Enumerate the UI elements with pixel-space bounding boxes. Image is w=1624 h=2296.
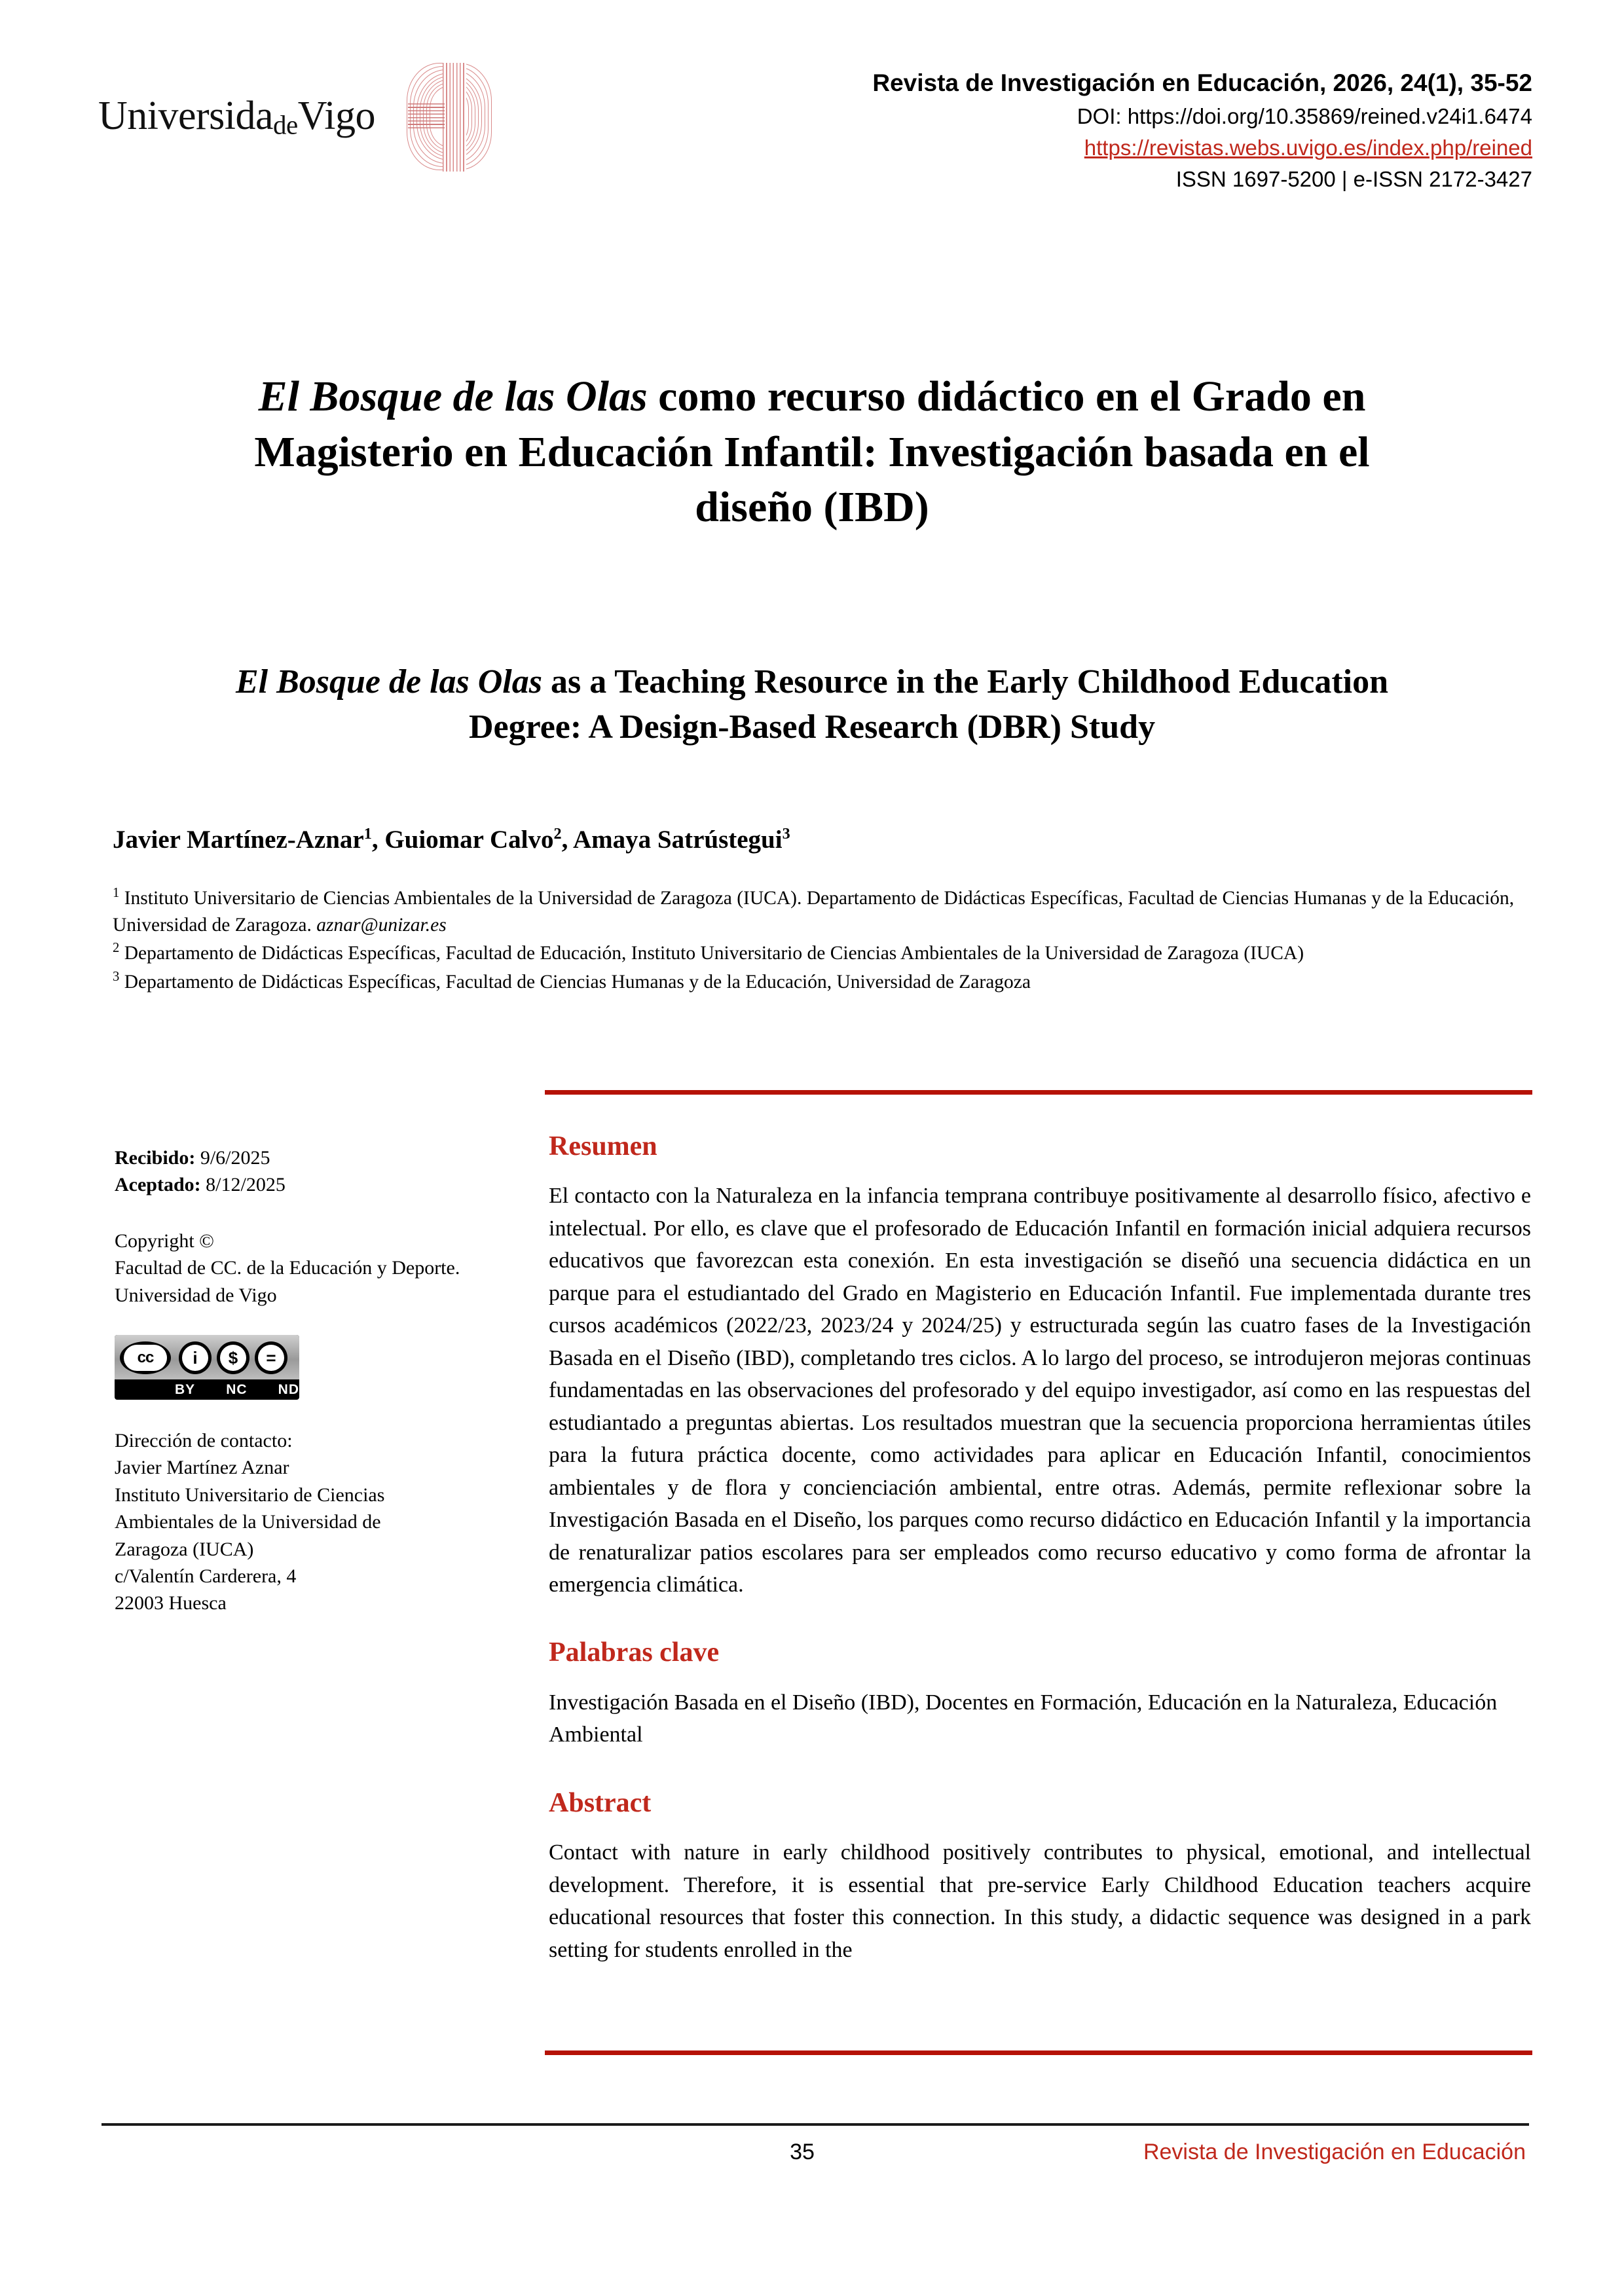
cc-label-by: BY [175,1381,196,1397]
abstract-top-rule [545,1090,1532,1095]
copyright-block [115,1228,501,1309]
journal-issn: ISSN 1697-5200 | e-ISSN 2172-3427 [1175,167,1532,192]
contact-label: Dirección de contacto: [115,1429,293,1451]
journal-citation: Revista de Investigación en Educación, 2026, 24(1), 35-52 [872,69,1532,96]
author-affiliation-marker-3: 3 [782,825,790,843]
keywords-spanish-body: Investigación Basada en el Diseño (IBD), Docentes en Formación, Educación en la Naturaleza, Educación Ambiental [549,1690,1498,1747]
affiliation-marker: 2 [113,941,120,956]
page-title-spanish [196,369,1428,535]
journal-url-link[interactable]: https://revistas.webs.uvigo.es/index.php/reined [1084,136,1532,160]
sidebar-metadata [115,1144,501,1617]
affiliation-marker: 1 [113,886,120,900]
contact-line-4: Zaragoza (IUCA) [115,1538,254,1560]
cc-nd-glyph: = [258,1345,284,1371]
journal-doi: DOI: https://doi.org/10.35869/reined.v24i1.6474 [1077,104,1532,129]
copyright-line-3: Universidad de Vigo [115,1284,277,1306]
section-heading-palabras-clave: Palabras clave [549,1637,720,1668]
cc-logo-text: cc [124,1345,167,1371]
affiliation-item [113,968,1537,996]
section-heading-resumen: Resumen [549,1131,657,1161]
received-label: Recibido: [115,1147,196,1169]
author-affiliation-marker-1: 1 [363,825,372,843]
cc-label-nc: NC [226,1381,248,1397]
cc-badge-labels [175,1381,299,1400]
publication-dates [115,1144,501,1199]
cc-nc-glyph: $ [220,1345,246,1371]
affiliation-item [113,939,1537,967]
cc-by-glyph: i [182,1345,208,1371]
footer-rule [101,2123,1529,2126]
accepted-date-row [115,1171,501,1198]
contact-line-3: Ambientales de la Universidad de [115,1511,381,1533]
accepted-value: 8/12/2025 [200,1174,286,1196]
logo-text-part2: Vigo [297,94,376,139]
author-affiliation-marker-2: 2 [553,825,562,843]
title-english-italic-part: El Bosque de las Olas [235,663,542,701]
copyright-line-1: Copyright © [115,1230,214,1252]
title-spanish-italic-part: El Bosque de las Olas [258,373,648,421]
brand-block [98,46,501,172]
copyright-line-2: Facultad de CC. de la Educación y Deporte. [115,1257,460,1279]
cc-nd-icon [255,1341,287,1374]
affiliation-text: Instituto Universitario de Ciencias Ambientales de la Universidad de Zaragoza (IUCA). Departamento de Didácticas Específicas, Facultad de Ciencias Humanas y de la Educación, Universidad de Zaragoza. [113,887,1515,936]
journal-ed-logo-icon [407,63,501,172]
cc-nc-icon [217,1341,249,1374]
contact-line-6: 22003 Huesca [115,1592,227,1614]
author-name-2: Guiomar Calvo [384,826,554,854]
accepted-label: Aceptado: [115,1174,201,1196]
contact-line-1: Javier Martínez Aznar [115,1457,289,1479]
cc-logo-icon [120,1341,171,1374]
affiliation-email: aznar@unizar.es [316,915,447,936]
received-date-row [115,1144,501,1171]
page-number: 35 [790,2140,815,2164]
universidade-vigo-logo [98,96,375,138]
affiliation-text: Departamento de Didácticas Específicas, Facultad de Ciencias Humanas y de la Educación, Universidad de Zaragoza [124,971,1031,993]
abstract-bottom-rule [545,2050,1532,2055]
affiliation-list [113,884,1537,996]
ed-logo-center-bars [443,63,466,172]
ed-logo-crossbar [408,103,445,130]
abstract-spanish-body: El contacto con la Naturaleza en la infancia temprana contribuye positivamente al desarrollo físico, afectivo e intelectual. Por ello, es clave que el profesorado de Educación Infantil en formación inicial adquiera recursos educativos que favorezcan esta conexión. En esta investigación se diseñó una secuencia didáctica en un parque para el estudiantado del Grado en Magisterio en Educación Infantil. Fue implementada durante tres cursos académicos (2022/23, 2023/24 y 2024/25) y estructurada según las cuatro fases de la Investigación Basada en el Diseño (IBD), completando tres ciclos. A lo largo del proceso, se introdujeron mejoras continuas fundamentadas en las observaciones del profesorado y del equipo investigador, así como en las respuestas del estudiantado a preguntas abiertas. Los resultados muestran que la secuencia proporciona herramientas útiles para la futura práctica docente, como actividades para aplicar en Educación Infantil, conocimientos ambientales y de flora y concienciación ambiental, entre otras. Además, permite reflexionar sobre la Investigación Basada en el Diseño, los parques como recurso didáctico en Educación Infantil y la importancia de renaturalizar patios escolares para ser empleados como recurso educativo y como forma de afrontar la emergencia climática. [549,1184,1531,1597]
author-name-3: Amaya Satrústegui [572,826,783,854]
masthead [98,46,1532,196]
title-english-rest: as a Teaching Resource in the Early Childhood Education Degree: A Design-Based Research (DBR) Study [468,663,1389,746]
journal-metadata [872,46,1532,196]
contact-line-2: Instituto Universitario de Ciencias [115,1484,385,1506]
footer-journal-name: Revista de Investigación en Educación [1143,2140,1526,2164]
logo-text-part1: Universida [98,94,274,139]
affiliation-item [113,884,1537,939]
received-value: 9/6/2025 [195,1147,270,1169]
affiliation-marker: 3 [113,969,120,984]
abstract-english-body: Contact with nature in early childhood positively contributes to physical, emotional, and intellectual development. Therefore, it is essential that pre-service Early Childhood Education teachers acquire educational resources that foster this connection. In this study, a didactic sequence was designed in a park setting for students enrolled in the [549,1840,1531,1962]
cc-label-nd: ND [278,1381,299,1397]
logo-text-de: de [273,109,298,140]
author-list: Javier Martínez-Aznar$^1$, Guiomar Calvo$^2$, Amaya Satrústegui$^3$ [113,825,790,854]
abstract-column [549,1130,1531,1966]
page-title-english [196,660,1428,750]
section-heading-abstract: Abstract [549,1787,652,1818]
contact-address-block [115,1427,501,1617]
cc-by-icon [179,1341,212,1374]
title-spanish-rest: como recurso didáctico en el Grado en Magisterio en Educación Infantil: Investigación basada en el diseño (IBD) [254,373,1370,532]
author-name-1: Javier Martínez-Aznar [113,826,364,854]
creative-commons-license-icon[interactable] [115,1335,299,1400]
affiliation-text: Departamento de Didácticas Específicas, Facultad de Educación, Instituto Universitario de Ciencias Ambientales de la Universidad de Zaragoza (IUCA) [124,943,1304,964]
contact-line-5: c/Valentín Carderera, 4 [115,1565,297,1587]
